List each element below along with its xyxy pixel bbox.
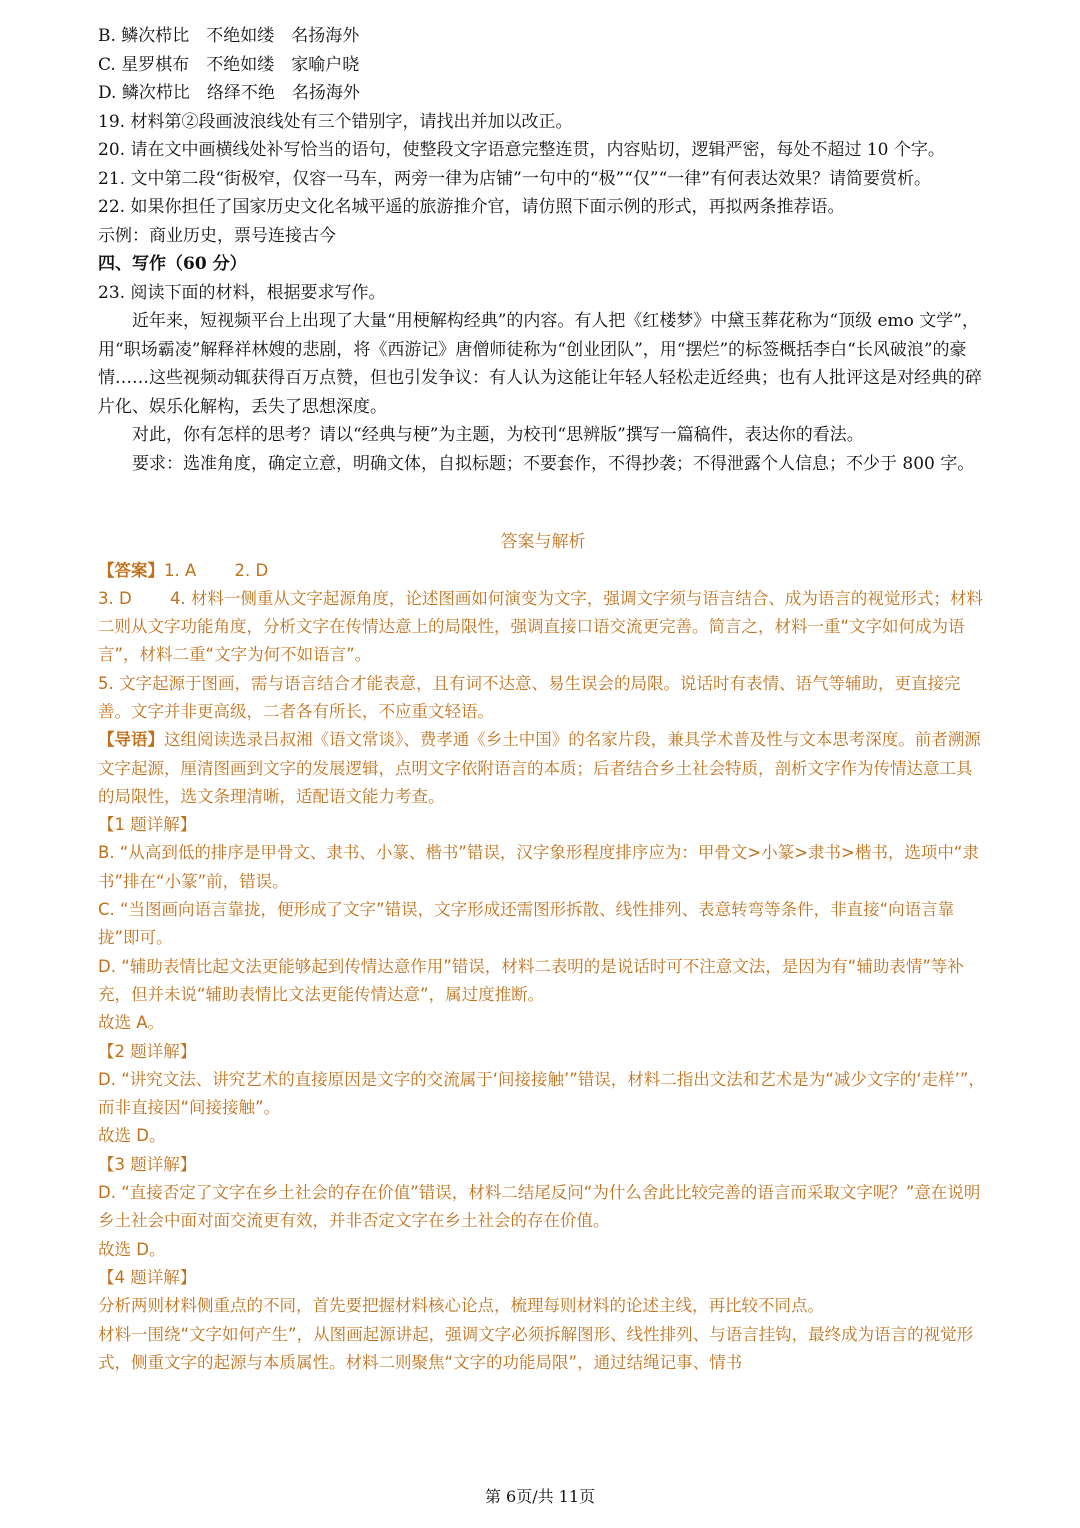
question-20: 20. 请在文中画横线处补写恰当的语句，使整段文字语意完整连贯，内容贴切，逻辑严密，每处不超过 10 个字。 (98, 140, 945, 160)
question-22: 22. 如果你担任了国家历史文化名城平遥的旅游推介官，请仿照下面示例的形式，再拟两条推荐语。 (98, 197, 845, 217)
answer-3-4: 3. D 4. 材料一侧重从文字起源角度，论述图画如何演变为文字，强调文字须与语言结合、成为语言的视觉形式；材料二则从文字功能角度，分析文字在传情达意上的局限性，强调直接口语交流更完善。简言之，材料一重“文字如何成为语言”，材料二重“文字为何不如语言”。 (98, 588, 983, 665)
detail-2-d: D. “讲究文法、讲究艺术的直接原因是文字的交流属于‘间接接触’”错误，材料二指出文法和艺术是为“减少文字的‘走样’”，而非直接因“间接接触”。 (98, 1069, 985, 1118)
detail-3-heading: 【3 题详解】 (98, 1154, 197, 1174)
page-content (98, 22, 988, 1377)
detail-1-b: B. “从高到低的排序是甲骨文、隶书、小篆、楷书”错误，汉字象形程度排序应为：甲骨文>小篆>隶书>楷书，选项中“隶书”排在“小篆”前，错误。 (98, 843, 979, 891)
question-19: 19. 材料第②段画波浪线处有三个错别字，请找出并加以改正。 (98, 111, 573, 132)
detail-2-heading: 【2 题详解】 (98, 1041, 197, 1061)
question-23: 23. 阅读下面的材料，根据要求写作。 (98, 282, 386, 303)
writing-requirements: 要求：选准角度，确定立意，明确文体，自拟标题；不要套作，不得抄袭；不得泄露个人信息；不少于 800 字。 (132, 453, 975, 474)
detail-4-intro: 分析两则材料侧重点的不同，首先要把握材料核心论点，梳理每则材料的论述主线，再比较不同点。 (98, 1296, 824, 1316)
answers-title: 答案与解析 (500, 532, 586, 552)
writing-heading: 四、写作（60 分） (98, 254, 247, 274)
detail-1-heading: 【1 题详解】 (98, 815, 197, 835)
writing-material: 近年来，短视频平台上出现了大量“用梗解构经典”的内容。有人把《红楼梦》中黛玉葬花称为“顶级 emo 文学”，用“职场霸凌”解释祥林嫂的悲剧，将《西游记》唐僧师徒称为“创业团队”，用“摆烂”的标签概括李白“长风破浪”的豪情……这些视频动辄获得百万点赞，但也引发争议：有人认为这能让年轻人轻松走近经典；也有人批评这是对经典的碎片化、娱乐化解构，丢失了思想深度。 (98, 311, 982, 417)
answer-key-line (98, 557, 988, 585)
answer-key-label: 【答案】 (98, 560, 164, 580)
guide-paragraph (98, 726, 988, 811)
detail-1-d: D. “辅助表情比起文法更能够起到传情达意作用”错误，材料二表明的是说话时可不注意文法，是因为有“辅助表情”等补充，但并未说“辅助表情比文法更能传情达意”，属过度推断。 (98, 956, 964, 1004)
detail-3-conclusion: 故选 D。 (98, 1239, 166, 1259)
detail-1-conclusion: 故选 A。 (98, 1013, 165, 1033)
question-21: 21. 文中第二段“街极窄，仅容一马车，两旁一律为店铺”一句中的“极”“仅”“一律”有何表达效果？请简要赏析。 (98, 168, 931, 189)
option-b: B. 鳞次栉比 不绝如缕 名扬海外 (98, 26, 360, 46)
guide-label: 【导语】 (98, 730, 164, 750)
detail-1-c: C. “当图画向语言靠拢，便形成了文字”错误，文字形成还需图形拆散、线性排列、表意转弯等条件，非直接“向语言靠拢”即可。 (98, 900, 955, 948)
answer-key-text: 1. A 2. D (164, 560, 269, 580)
detail-2-conclusion: 故选 D。 (98, 1126, 166, 1146)
page-footer: 第 6页/共 11页 (484, 1487, 596, 1506)
option-d: D. 鳞次栉比 络绎不绝 名扬海外 (98, 83, 360, 103)
guide-text: 这组阅读选录吕叔湘《语文常谈》、费孝通《乡土中国》的名家片段，兼具学术普及性与文本思考深度。前者溯源文字起源，厘清图画到文字的发展逻辑，点明文字依附语言的本质；后者结合乡土社会特质，剖析文字作为传情达意工具的局限性，选文条理清晰，适配语文能力考查。 (98, 730, 981, 806)
detail-4-analysis: 材料一围绕“文字如何产生”，从图画起源讲起，强调文字必须拆解图形、线性排列、与语言挂钩，最终成为语言的视觉形式，侧重文字的起源与本质属性。材料二则聚焦“文字的功能局限”，通过结绳记事、情书 (98, 1324, 974, 1372)
detail-4-heading: 【4 题详解】 (98, 1267, 197, 1287)
answer-5: 5. 文字起源于图画，需与语言结合才能表意，且有词不达意、易生误会的局限。说话时有表情、语气等辅助，更直接完善。文字并非更高级，二者各有所长，不应重文轻语。 (98, 673, 961, 721)
writing-prompt: 对此，你有怎样的思考？请以“经典与梗”为主题，为校刊“思辨版”撰写一篇稿件，表达你的看法。 (132, 425, 864, 445)
detail-3-d: D. “直接否定了文字在乡土社会的存在价值”错误，材料二结尾反问“为什么舍此比较完善的语言而采取文字呢？”意在说明乡土社会中面对面交流更有效，并非否定文字在乡土社会的存在价值。 (98, 1183, 981, 1231)
example-line: 示例：商业历史，票号连接古今 (98, 225, 336, 246)
option-c: C. 星罗棋布 不绝如缕 家喻户晓 (98, 54, 360, 75)
